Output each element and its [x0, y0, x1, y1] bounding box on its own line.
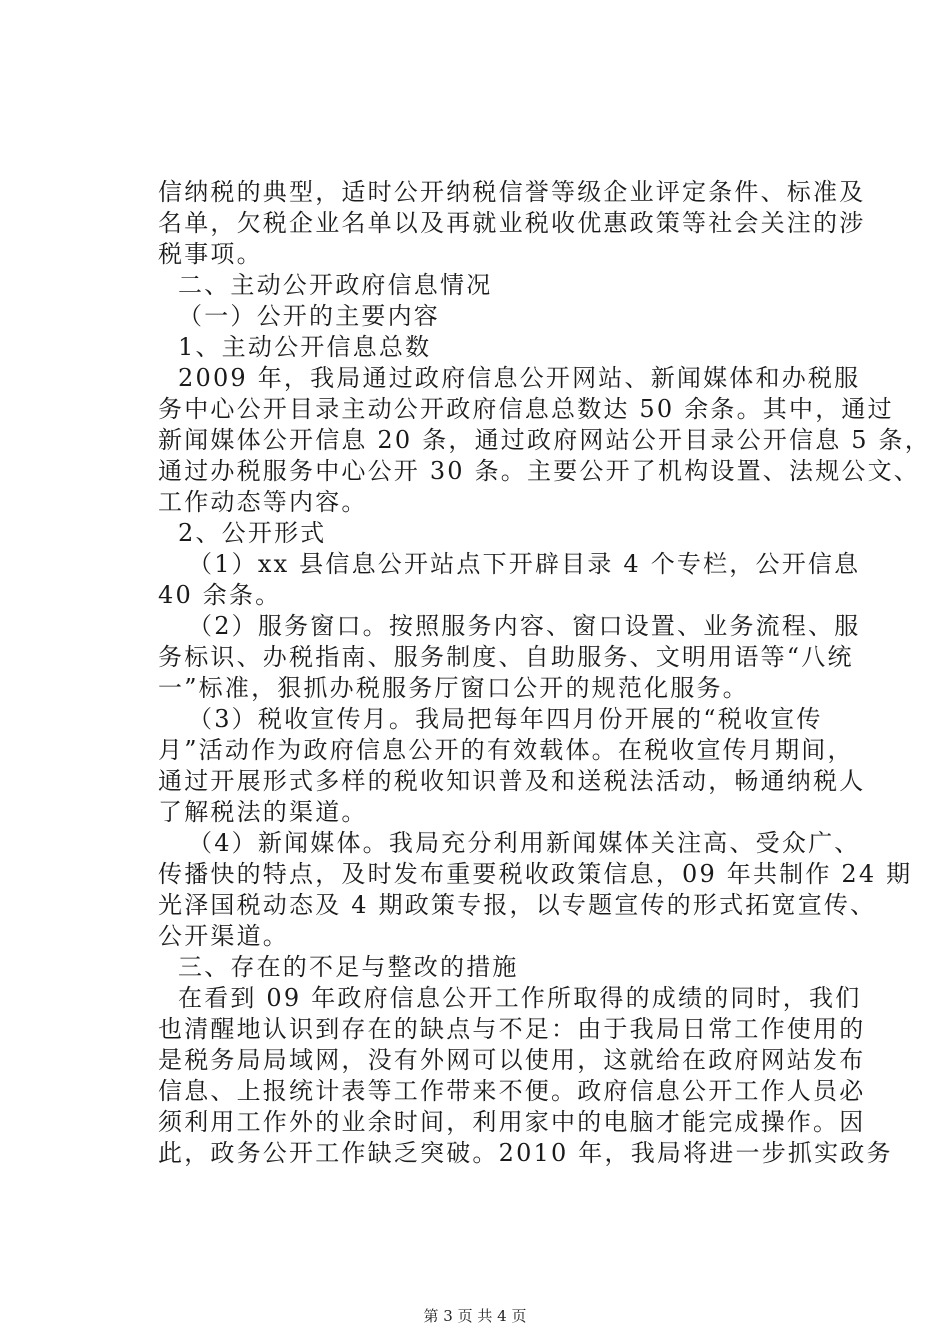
- body-text-line: 是税务局局域网，没有外网可以使用，这就给在政府网站发布: [158, 1046, 866, 1074]
- section-heading: 三、存在的不足与整改的措施: [178, 953, 519, 981]
- body-text-line: 信纳税的典型，适时公开纳税信誉等级企业评定条件、标准及: [158, 178, 866, 206]
- body-text-line: 须利用工作外的业余时间，利用家中的电脑才能完成操作。因: [158, 1108, 866, 1136]
- body-text-line: 也清醒地认识到存在的缺点与不足：由于我局日常工作使用的: [158, 1015, 866, 1043]
- body-text-line: 信息、上报统计表等工作带来不便。政府信息公开工作人员必: [158, 1077, 866, 1105]
- body-text-line: （3）税收宣传月。我局把每年四月份开展的“税收宣传: [188, 705, 823, 733]
- section-heading: 二、主动公开政府信息情况: [178, 271, 493, 299]
- body-text-line: 传播快的特点，及时发布重要税收政策信息，09 年共制作 24 期: [158, 860, 913, 888]
- page-number-footer: 第 3 页 共 4 页: [423, 1307, 527, 1325]
- body-text-line: 了解税法的渠道。: [158, 798, 368, 826]
- body-text-line: 2009 年，我局通过政府信息公开网站、新闻媒体和办税服: [178, 364, 861, 392]
- body-text-line: 新闻媒体公开信息 20 条，通过政府网站公开目录公开信息 5 条，: [158, 426, 931, 454]
- body-text-line: 一”标准，狠抓办税服务厅窗口公开的规范化服务。: [158, 674, 749, 702]
- item-heading: 1、主动公开信息总数: [178, 333, 432, 361]
- body-text-line: 此，政务公开工作缺乏突破。2010 年，我局将进一步抓实政务: [158, 1139, 893, 1167]
- body-text-line: 光泽国税动态及 4 期政策专报，以专题宣传的形式拓宽宣传、: [158, 891, 877, 919]
- body-text-line: 税事项。: [158, 240, 263, 268]
- body-text-line: 月”活动作为政府信息公开的有效载体。在税收宣传月期间，: [158, 736, 854, 764]
- body-text-line: 在看到 09 年政府信息公开工作所取得的成绩的同时，我们: [178, 984, 862, 1012]
- body-text-line: 公开渠道。: [158, 922, 289, 950]
- subsection-heading: （一）公开的主要内容: [178, 302, 440, 330]
- body-text-line: （1）xx 县信息公开站点下开辟目录 4 个专栏，公开信息: [188, 550, 861, 578]
- body-text-line: 通过办税服务中心公开 30 条。主要公开了机构设置、法规公文、: [158, 457, 920, 485]
- item-heading: 2、公开形式: [178, 519, 327, 547]
- body-text-line: 名单，欠税企业名单以及再就业税收优惠政策等社会关注的涉: [158, 209, 866, 237]
- body-text-line: 工作动态等内容。: [158, 488, 368, 516]
- body-text-line: 通过开展形式多样的税收知识普及和送税法活动，畅通纳税人: [158, 767, 866, 795]
- body-text-line: （4）新闻媒体。我局充分利用新闻媒体关注高、受众广、: [188, 829, 861, 857]
- body-text-line: （2）服务窗口。按照服务内容、窗口设置、业务流程、服: [188, 612, 861, 640]
- body-text-line: 务标识、办税指南、服务制度、自助服务、文明用语等“八统: [158, 643, 854, 671]
- body-text-line: 务中心公开目录主动公开政府信息总数达 50 余条。其中，通过: [158, 395, 894, 423]
- body-text-line: 40 余条。: [158, 581, 282, 609]
